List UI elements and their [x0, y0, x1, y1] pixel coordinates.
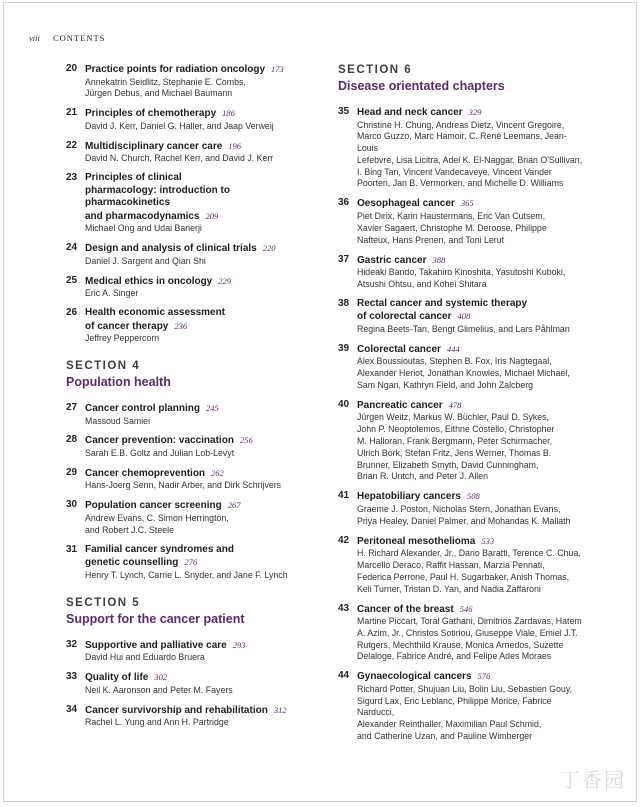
author-line: Annekatrin Seidlitz, Stephanie E. Combs,: [85, 76, 246, 87]
chapter-title: [357, 490, 586, 504]
chapter-title-line: Medical ethics in oncology: [85, 275, 213, 287]
author-line: Sarah E.B. Goltz and Julian Lob-Levyt: [85, 447, 235, 458]
chapter-authors: [357, 267, 586, 291]
toc-entry-41: [338, 490, 586, 527]
toc-group: [66, 402, 321, 582]
toc-entry-34: [66, 704, 321, 729]
page-number: 576: [477, 671, 491, 682]
chapter-authors: [85, 333, 321, 345]
chapter-authors: [85, 685, 321, 697]
chapter-number: 31: [66, 543, 78, 555]
author-line: Hans-Joerg Senn, Nadir Arber, and Dirk Schrijvers: [85, 480, 282, 491]
toc-group: [338, 106, 586, 743]
author-line: Sam Ngan, Kathryn Field, and John Zalcberg: [357, 379, 534, 390]
chapter-title: [85, 639, 321, 653]
page-number: 220: [262, 243, 276, 254]
section-title: Support for the cancer patient: [66, 611, 245, 626]
author-line: Hideaki Bando, Takahiro Kinoshita, Yasutoshi Kuboki,: [357, 267, 566, 278]
author-line: H. Richard Alexander, Jr., Dario Baratti, Terence C. Chua,: [357, 548, 581, 559]
chapter-title-line: Head and neck cancer: [357, 107, 463, 118]
chapter-title: [85, 242, 321, 256]
chapter-title: [357, 603, 586, 617]
section-heading: [66, 596, 321, 627]
author-line: Sigurd Lax, Eric Leblanc, Philippe Morice, Fabrice Narducci,: [357, 695, 552, 718]
author-line: Regina Beets-Tan, Bengt Glimelius, and Lars Påhlman: [357, 323, 570, 334]
chapter-authors: [357, 324, 586, 336]
chapter-number: 42: [338, 534, 350, 546]
toc-entry-33: [66, 671, 321, 696]
section-heading: [66, 359, 321, 390]
chapter-title-line: Cancer prevention: vaccination: [85, 435, 234, 447]
chapter-title-line: Practice points for radiation oncology: [85, 64, 266, 75]
toc-entry-27: [66, 402, 321, 427]
toc-entry-43: [338, 603, 586, 664]
author-line: Brunner, Elizabeth Smyth, David Cunningham,: [357, 459, 539, 470]
chapter-title: [85, 704, 321, 718]
chapter-title-line: Multidisciplinary cancer care: [85, 140, 223, 152]
section-heading: [338, 63, 586, 94]
section-title: Population health: [66, 375, 171, 389]
chapter-title: [85, 467, 321, 481]
toc-entry-35: [338, 106, 586, 190]
chapter-title: [357, 399, 586, 413]
chapter-title-line: Cancer chemoprevention: [85, 467, 206, 479]
chapter-authors: [85, 223, 321, 235]
author-line: John P. Neoptolemos, Eithne Costello, Christopher: [357, 424, 555, 435]
chapter-authors: [85, 288, 321, 300]
chapter-title: [85, 499, 321, 513]
chapter-number: 40: [338, 398, 350, 410]
page-number: 276: [184, 557, 198, 568]
chapter-authors: [85, 448, 321, 460]
chapter-title-line: genetic counselling: [85, 557, 179, 569]
chapter-authors: [85, 256, 321, 268]
toc-entry-31: [66, 544, 321, 582]
chapter-title: [85, 172, 321, 223]
chapter-title: [85, 307, 321, 333]
chapter-title: [85, 140, 321, 154]
author-line: Alexander Reinthaller, Maximilian Paul Schmid,: [357, 719, 542, 730]
author-line: I. Bing Tan, Vincent Vandecaveye, Vincent Vander: [357, 166, 552, 177]
chapter-title-line: Quality of life: [85, 672, 149, 684]
chapter-authors: [85, 416, 321, 428]
page-number: 256: [239, 435, 253, 446]
chapter-title: [357, 670, 586, 684]
author-line: Alexander Heriot, Jonathan Knowles, Michael Michael,: [357, 368, 570, 379]
author-line: Ulrich Bork, Stefan Fritz, Jens Werner, Thomas B.: [357, 447, 552, 458]
chapter-title-line: Colorectal cancer: [357, 343, 441, 355]
author-line: Poorten, Jan B. Vermorken, and Michelle D. Williams: [357, 178, 564, 189]
toc-entry-38: [338, 298, 586, 336]
page-number: 196: [228, 140, 242, 151]
author-line: Delaloge, Fabrice André, and Felipe Ades Moraes: [357, 651, 552, 662]
chapter-title-line: Supportive and palliative care: [85, 639, 227, 651]
chapter-number: 32: [66, 638, 78, 650]
author-line: Xavier Sagaert, Christophe M. Deroose, Philippe: [357, 222, 547, 233]
author-line: Nafteux, Hans Prenen, and Toni Lerut: [357, 234, 505, 245]
chapter-number: 35: [338, 106, 350, 117]
chapter-authors: [85, 153, 321, 165]
chapter-number: 41: [338, 490, 350, 502]
toc-entry-39: [338, 343, 586, 392]
chapter-title-line: Principles of chemotherapy: [85, 108, 217, 120]
chapter-number: 28: [66, 434, 78, 446]
chapter-title: [85, 275, 321, 289]
author-line: Federica Perrone, Paul H. Sugarbaker, Anish Thomas,: [357, 571, 570, 582]
author-line: Alex Boussioutas, Stephen B. Fox, Iris Nagtegaal,: [357, 356, 552, 367]
chapter-title: [357, 298, 586, 324]
section-label: SECTION 4: [66, 360, 141, 372]
chapter-title: [85, 63, 321, 77]
chapter-authors: [357, 548, 586, 595]
page-number: 365: [460, 198, 474, 209]
page-number: 173: [271, 64, 284, 74]
chapter-title-line: Cancer of the breast: [357, 603, 454, 615]
chapter-title: [85, 402, 321, 416]
right-column: [338, 63, 586, 750]
author-line: Jeffrey Peppercorn: [85, 333, 160, 344]
chapter-title: [85, 107, 321, 121]
author-line: Richard Potter, Shujuan Liu, Bolin Liu, Sebastien Gouy,: [357, 683, 573, 694]
chapter-title: [357, 254, 586, 268]
page-number: 302: [154, 672, 168, 683]
chapter-authors: [85, 652, 321, 664]
author-line: Lefebvre, Lisa Licitra, Adel K. El-Naggar, Brian O'Sullivan,: [357, 154, 583, 165]
chapter-authors: [357, 684, 586, 743]
page-number: 293: [232, 639, 246, 650]
toc-group: [66, 63, 321, 345]
chapter-number: 30: [66, 499, 78, 511]
page-number: 245: [206, 403, 219, 413]
watermark-logo: 丁香园: [560, 770, 626, 792]
chapter-title-line: Familial cancer syndromes and: [85, 543, 234, 555]
author-line: Marcello Deraco, Raffit Hassan, Marzia Pennati,: [357, 559, 545, 570]
running-header: [29, 33, 105, 43]
toc-entry-22: [66, 140, 321, 165]
chapter-title-line: and pharmacodynamics: [85, 210, 200, 222]
author-line: Daniel J. Sargent and Qian Shi: [85, 255, 206, 266]
chapter-number: 26: [66, 307, 78, 319]
author-line: Priya Healey, Daniel Palmer, and Mohandas K. Mallath: [357, 515, 571, 526]
toc-entry-40: [338, 399, 586, 483]
chapter-title-line: Hepatobiliary cancers: [357, 491, 461, 503]
chapter-number: 44: [338, 670, 350, 682]
page-number: 546: [459, 603, 473, 614]
toc-group: [66, 639, 321, 729]
section-title: Disease orientated chapters: [338, 79, 505, 93]
toc-entry-20: [66, 63, 321, 100]
toc-entry-21: [66, 107, 321, 132]
chapter-authors: [357, 211, 586, 246]
page-number: 229: [218, 275, 231, 286]
author-line: and Robert J.C. Steele: [85, 524, 174, 535]
toc-entry-29: [66, 467, 321, 492]
author-line: Rachel L. Yung and Ann H. Partridge: [85, 717, 229, 727]
chapter-title-line: Health economic assessment: [85, 307, 226, 319]
toc-entry-30: [66, 499, 321, 536]
chapter-title-line: pharmacokinetics: [85, 197, 171, 209]
chapter-number: 21: [66, 107, 78, 119]
chapter-authors: [85, 77, 321, 101]
author-line: Massoud Samiei: [85, 415, 151, 426]
chapter-title-line: Principles of clinical: [85, 172, 182, 184]
toc-entry-23: [66, 172, 321, 235]
chapter-title: [357, 535, 586, 549]
chapter-title-line: pharmacology: introduction to: [85, 184, 230, 196]
author-line: David J. Kerr, Daniel G. Haller, and Jaap Verweij: [85, 120, 274, 131]
chapter-title-line: of colorectal cancer: [357, 311, 452, 323]
author-line: David Hui and Eduardo Bruera: [85, 652, 205, 663]
author-line: Marco Guzzo, Marc Hamoir, C. René Leemans, Jean-Louis: [357, 131, 567, 154]
chapter-title: [357, 106, 586, 120]
chapter-number: 38: [338, 297, 350, 309]
author-line: and Catherine Uzan, and Pauline Wimberger: [357, 731, 533, 742]
chapter-number: 43: [338, 602, 350, 614]
author-line: Andrew Evans, C. Simon Herrington,: [85, 512, 229, 523]
page-number: 267: [227, 500, 241, 511]
chapter-number: 34: [66, 703, 78, 715]
chapter-title-line: Cancer survivorship and rehabilitation: [85, 704, 268, 716]
author-line: Atsushi Ohtsu, and Kohei Shitara: [357, 278, 487, 289]
author-line: Piet Dirix, Karin Haustermans, Eric Van Cutsem,: [357, 210, 546, 221]
chapter-authors: [85, 513, 321, 537]
page-number: 508: [466, 491, 480, 502]
page-number: 186: [222, 108, 235, 119]
left-column: [66, 63, 321, 736]
chapter-title-line: Design and analysis of clinical trials: [85, 243, 257, 255]
chapter-authors: [357, 504, 586, 528]
toc-entry-32: [66, 639, 321, 664]
chapter-number: 33: [66, 671, 78, 683]
author-line: Martine Piccart, Toral Gathani, Dimitrios Zardavas, Hatem: [357, 616, 582, 627]
author-line: Brian R. Untch, and Peter J. Allen: [357, 471, 489, 482]
page-number: 408: [457, 311, 471, 322]
author-line: Michael Ong and Udai Banerji: [85, 223, 202, 234]
page-number: 209: [205, 210, 219, 221]
chapter-title: [357, 343, 586, 357]
chapter-title-line: Pancreatic cancer: [357, 399, 443, 411]
chapter-title: [85, 434, 321, 448]
chapter-title-line: of cancer therapy: [85, 320, 169, 332]
chapter-number: 25: [66, 274, 78, 286]
chapter-title-line: Rectal cancer and systemic therapy: [357, 297, 528, 309]
book-page: [3, 2, 637, 802]
chapter-title: [85, 671, 321, 685]
chapter-title: [357, 197, 586, 211]
author-line: Henry T. Lynch, Carrie L. Snyder, and Jane F. Lynch: [85, 569, 288, 580]
header-label: CONTENTS: [52, 33, 106, 43]
page-number: 478: [448, 399, 462, 410]
section-label: SECTION 6: [338, 64, 413, 76]
chapter-number: 22: [66, 139, 78, 151]
chapter-authors: [357, 120, 586, 191]
toc-entry-37: [338, 254, 586, 291]
toc-entry-26: [66, 307, 321, 345]
toc-entry-25: [66, 275, 321, 300]
chapter-number: 24: [66, 242, 78, 254]
page-number: 388: [432, 254, 446, 265]
chapter-title-line: Oesophageal cancer: [357, 198, 455, 210]
chapter-number: 27: [66, 402, 78, 413]
chapter-number: 39: [338, 342, 350, 354]
author-line: M. Halloran, Frank Bergmann, Peter Schirmacher,: [357, 435, 553, 446]
page-number: 312: [273, 704, 287, 715]
author-line: Jürgen Debus, and Michael Baumann: [85, 88, 233, 99]
chapter-number: 37: [338, 253, 350, 265]
chapter-authors: [357, 412, 586, 483]
toc-entry-42: [338, 535, 586, 596]
page-folio: viii: [29, 33, 40, 43]
chapter-authors: [85, 121, 321, 133]
page-number: 329: [468, 107, 482, 117]
author-line: David N. Church, Rachel Kerr, and David J. Kerr: [85, 153, 274, 164]
chapter-title-line: Gastric cancer: [357, 254, 427, 266]
page-number: 236: [174, 320, 188, 331]
section-label: SECTION 5: [66, 596, 141, 609]
author-line: Keli Turner, Tristan D. Yan, and Nadia Zaffaroni: [357, 583, 541, 594]
toc-entry-24: [66, 242, 321, 267]
page-number: 262: [211, 467, 224, 478]
author-line: Eric A. Singer: [85, 288, 139, 299]
chapter-title-line: Gynaecological cancers: [357, 671, 472, 683]
chapter-title-line: Cancer control planning: [85, 403, 201, 414]
chapter-number: 29: [66, 466, 78, 478]
chapter-title-line: Peritoneal mesothelioma: [357, 535, 476, 547]
chapter-authors: [357, 616, 586, 663]
author-line: Rutgers, Mechthild Krause, Monica Arnedos, Suzette: [357, 639, 564, 650]
page-number: 444: [446, 343, 460, 354]
author-line: Christine H. Chung, Andreas Dietz, Vincent Gregoire,: [357, 119, 565, 130]
author-line: Graeme J. Poston, Nicholas Stern, Jonathan Evans,: [357, 503, 561, 514]
toc-entry-44: [338, 670, 586, 742]
chapter-title: [85, 544, 321, 570]
chapter-authors: [357, 356, 586, 391]
chapter-authors: [85, 717, 321, 729]
page-number: 533: [481, 535, 495, 546]
chapter-number: 36: [338, 197, 350, 209]
chapter-authors: [85, 570, 321, 582]
toc-entry-36: [338, 197, 586, 246]
chapter-title-line: Population cancer screening: [85, 500, 222, 512]
chapter-number: 23: [66, 172, 78, 184]
toc-entry-28: [66, 434, 321, 459]
chapter-authors: [85, 480, 321, 492]
author-line: Neil K. Aaronson and Peter M. Fayers: [85, 684, 233, 695]
author-line: Jürgen Weitz, Markus W. Büchler, Paul D. Sykes,: [357, 412, 549, 423]
author-line: A. Azim, Jr., Christos Sotiriou, Giuseppe Viale, Emiel J.T.: [357, 627, 578, 638]
chapter-number: 20: [66, 63, 78, 74]
